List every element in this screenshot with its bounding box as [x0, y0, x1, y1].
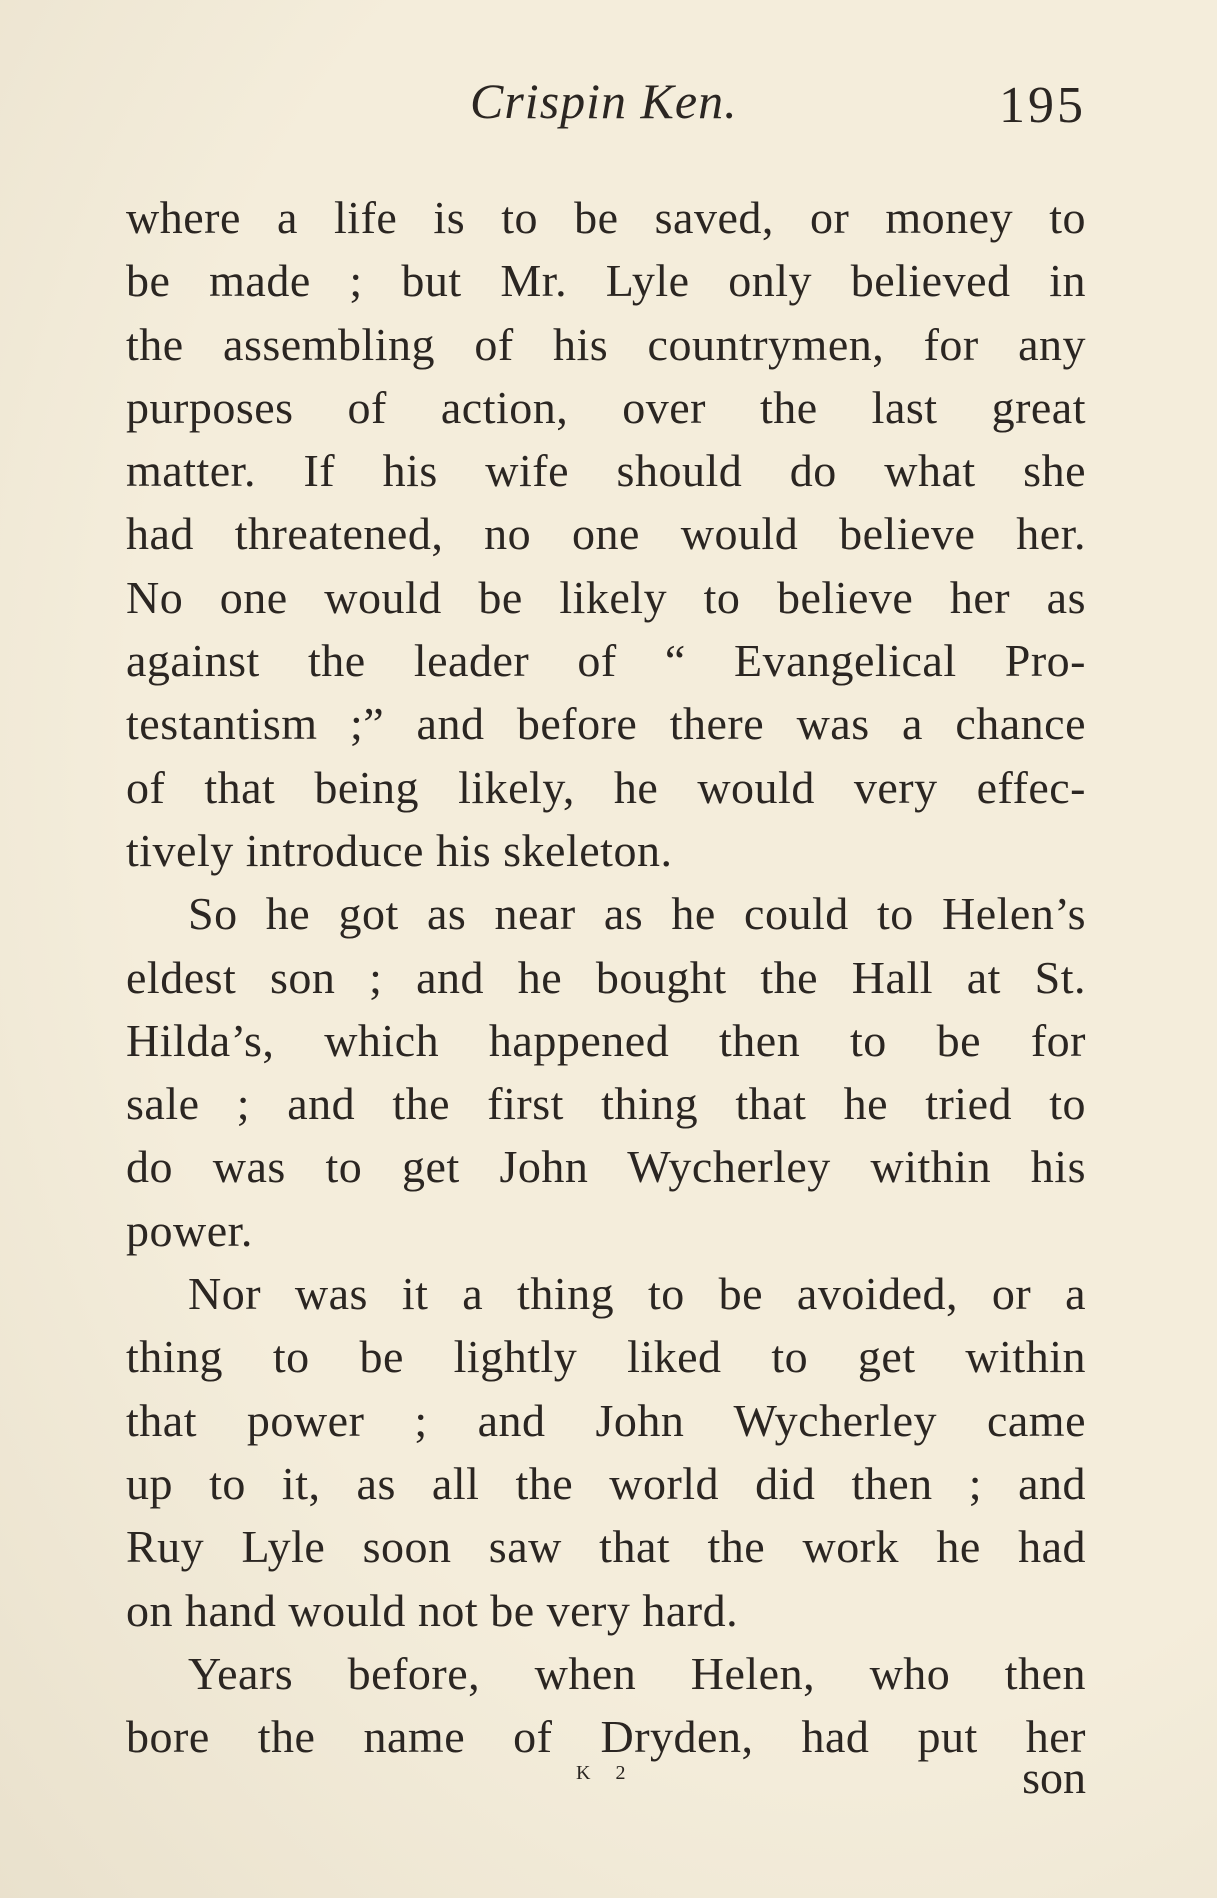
- text-line: against the leader of “ Evangelical Pro-: [126, 635, 1086, 687]
- text-line: eldest son ; and he bought the Hall at St.: [126, 951, 1086, 1003]
- text-line: up to it, as all the world did then ; and: [126, 1457, 1086, 1509]
- text-line: the assembling of his countrymen, for any: [126, 318, 1086, 370]
- running-title: Crispin Ken.: [470, 73, 738, 129]
- signature-mark: K 2: [576, 1762, 636, 1784]
- paragraph: [126, 1262, 1086, 1642]
- text-line: Nor was it a thing to be avoided, or a: [188, 1268, 1086, 1320]
- paragraph: [126, 882, 1086, 1262]
- text-line: purposes of action, over the last great: [126, 381, 1086, 433]
- text-line: bore the name of Dryden, had put her: [126, 1711, 1086, 1763]
- catchword: son: [1022, 1752, 1086, 1803]
- text-line: matter. If his wife should do what she: [126, 445, 1086, 497]
- text-line: on hand would not be very hard.: [126, 1584, 739, 1636]
- text-line: do was to get John Wycherley within his: [126, 1141, 1086, 1193]
- text-line: where a life is to be saved, or money to: [126, 192, 1086, 243]
- text-line: testantism ;” and before there was a chance: [126, 698, 1086, 750]
- text-line: Ruy Lyle soon saw that the work he had: [126, 1521, 1086, 1573]
- text-line: of that being likely, he would very effec-: [126, 761, 1086, 813]
- paragraph: [126, 186, 1086, 882]
- text-line: Hilda’s, which happened then to be for: [126, 1014, 1086, 1066]
- text-line: that power ; and John Wycherley came: [126, 1394, 1086, 1446]
- text-line: power.: [126, 1204, 253, 1256]
- paragraph: [126, 1642, 1086, 1769]
- text-line: No one would be likely to believe her as: [126, 571, 1086, 623]
- text-line: thing to be lightly liked to get within: [126, 1331, 1086, 1383]
- text-line: had threatened, no one would believe her.: [126, 508, 1086, 560]
- text-line: So he got as near as he could to Helen’s: [188, 888, 1086, 940]
- text-line: Years before, when Helen, who then: [188, 1647, 1086, 1699]
- text-line: be made ; but Mr. Lyle only believed in: [126, 255, 1086, 307]
- page-header: [126, 72, 1086, 142]
- page-number: 195: [999, 77, 1086, 134]
- text-line: sale ; and the first thing that he tried to: [126, 1078, 1086, 1130]
- text-line: tively introduce his skeleton.: [126, 824, 673, 876]
- body-text: [126, 186, 1086, 1768]
